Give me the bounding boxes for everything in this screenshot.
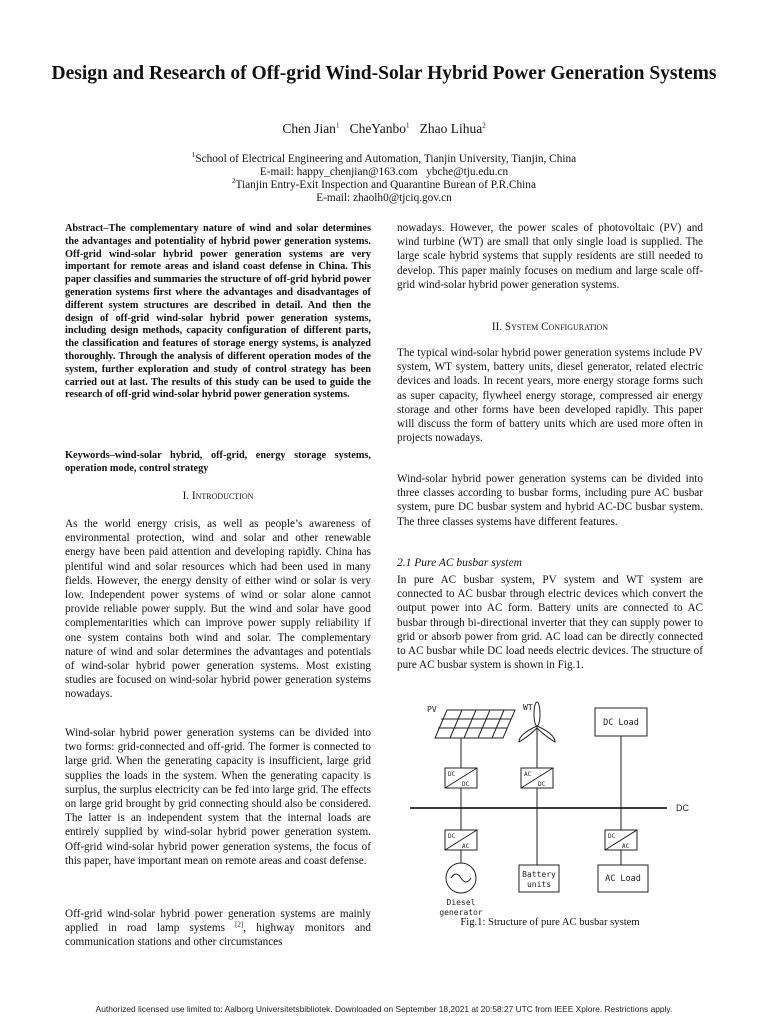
affiliation-1 (0, 153, 768, 166)
converter-in-label: DC (448, 771, 456, 778)
author-sup: 1 (335, 121, 340, 130)
paragraph: In pure AC busbar system, PV system and WT system are connected to AC busbar through electric devices which convert the output power into AC form. Battery units are connected to AC busbar through bi-directional inverter that they can supply power to grid or absorb power from grid. AC load can be directly connected to AC busbar while DC load needs electric devices. The structure of pure AC busbar system is shown in Fig.1. (397, 574, 703, 672)
paragraph: As the world energy crisis, as well as people’s awareness of environmental protection, wind and solar and other renewable energy have been paid attention and developing rapidly. China has plentiful wind and solar resources which had been used in many fields. However, the energy density of either wind or solar is very low. Independent power systems of wind or solar alone cannot provide reliable power supply. But the wind and solar have good complementarities which can improve power supply reliability if one system contains both wind and solar. The complementary nature of wind and solar determines the advantages and potentials of wind-solar hybrid power generation systems. Most existing studies are focused on wind-solar hybrid power generation systems nowadays. (65, 518, 371, 701)
paper-title: Design and Research of Off-grid Wind-Solar Hybrid Power Generation Systems (51, 63, 717, 84)
dc-load-label: DC Load (603, 718, 639, 728)
paragraph (65, 907, 371, 950)
battery-label-2: units (526, 880, 552, 889)
bus-label: DC (676, 803, 689, 813)
affiliation-2 (0, 179, 768, 192)
ac-load-label: AC Load (605, 874, 641, 884)
keywords: Keywords–wind-solar hybrid, off-grid, energy storage systems, operation mode, control strategy (65, 450, 371, 474)
subsection-heading: 2.1 Pure AC busbar system (397, 557, 522, 569)
affiliation-1-email: E-mail: happy_chenjian@163.com ybche@tju.edu.cn (259, 166, 509, 178)
affiliation-text: School of Electrical Engineering and Automation, Tianjin University, Tianjin, China (195, 153, 577, 165)
author-sup: 1 (405, 121, 410, 130)
affiliation-2-email: E-mail: zhaolh0@tjciq.gov.cn (316, 192, 452, 204)
figure-caption: Fig.1: Structure of pure AC busbar system (460, 917, 640, 928)
citation: [2] (235, 920, 244, 929)
license-footer: Authorized licensed use limited to: Aalborg Universitetsbibliotek. Downloaded on September 18,2021 at 20:58:27 UTC from IEEE Xplore. Restrictions apply. (95, 1004, 673, 1014)
pv-panel-icon (435, 710, 515, 768)
paragraph: The typical wind-solar hybrid power generation systems include PV system, WT system, battery units, diesel generator, related electric devices and loads. In recent years, more energy storage forms such as super capacity, flywheel energy storage, compressed air energy storage and other forms have been developed rapidly. This paper will discuss the form of battery units which are used more often in projects nowadays. (397, 347, 703, 445)
converter-in-label: DC (608, 833, 616, 840)
diesel-label-1: Diesel (446, 898, 476, 907)
section-heading-introduction: I. Introduction (182, 490, 254, 502)
affiliation-text: Tianjin Entry-Exit Inspection and Quarantine Burean of P.R.China (235, 179, 536, 191)
abstract: Abstract–The complementary nature of wind and solar determines the advantages and potentiality of hybrid power generation systems. Off-grid wind-solar hybrid power generation systems are very important for remote areas and island coast defense in China. This paper classifies and summaries the structure of off-grid hybrid power generation systems first where the advantages and disadvantages of different system structures are described in detail. And then the design of off-grid wind-solar hybrid power generation systems, including design methods, capacity configuration of different parts, the classification and features of storage energy systems, is analyzed thoroughly. Through the analysis of different operation modes of the system, further exploration and study of control strategy has been carried out at last. The results of this study can be used to guide the research of off-grid wind-solar hybrid power generation systems. (65, 223, 371, 401)
figure-pure-ac-busbar (405, 700, 705, 918)
converter-out-label: DC (462, 781, 470, 788)
paragraph-text: Off-grid wind-solar hybrid power generation systems are mainly applied in road lamp systems (65, 908, 371, 935)
converter-out-label: DC (538, 781, 546, 788)
battery-label-1: Battery (522, 870, 556, 879)
author-name: CheYanbo (349, 121, 406, 136)
paragraph: nowadays. However, the power scales of photovoltaic (PV) and wind turbine (WT) are small that only single load is supplied. The large scale hybrid systems that supply residents are still needed to develop. This paper mainly focuses on medium and large scale off-grid wind-solar hybrid power generation systems. (397, 222, 703, 291)
converter-out-label: AC (462, 843, 470, 850)
author-name: Zhao Lihua (419, 121, 483, 136)
paragraph: Wind-solar hybrid power generation systems can be divided into two forms: grid-connected and off-grid. The former is connected to large grid. When the generating capacity is insufficient, large grid supplies the loads in the system. When the generating capacity is surplus, the surplus electricity can be fed into large grid. The effects on large grid brought by grid connecting should also be considered. The latter is an independent system that the internal loads are entirely supplied by wind-solar hybrid power generation system. Off-grid wind-solar hybrid power generation systems, the focus of this paper, have important mean on remote areas and coast defense. (65, 727, 371, 867)
pv-label: PV (427, 705, 437, 714)
converter-in-label: AC (524, 771, 532, 778)
affiliation-sup: 1 (191, 151, 196, 160)
diesel-label-2: generator (439, 908, 483, 917)
affiliation-sup: 2 (232, 177, 236, 186)
converter-out-label: AC (622, 843, 630, 850)
author-name: Chen Jian (282, 121, 336, 136)
paragraph: Wind-solar hybrid power generation systems can be divided into three classes according to busbar forms, including pure AC busbar system, pure DC busbar system and hybrid AC-DC busbar system. The three classes systems have different features. (397, 473, 703, 528)
author-list (0, 121, 768, 137)
section-heading-system-configuration: II. System Configuration (491, 321, 609, 333)
paragraph-text: , highway monitors and communication stations and other circumstances (65, 922, 371, 949)
author-sup: 2 (482, 121, 486, 130)
wt-label: WT (523, 703, 533, 712)
converter-in-label: DC (448, 833, 456, 840)
